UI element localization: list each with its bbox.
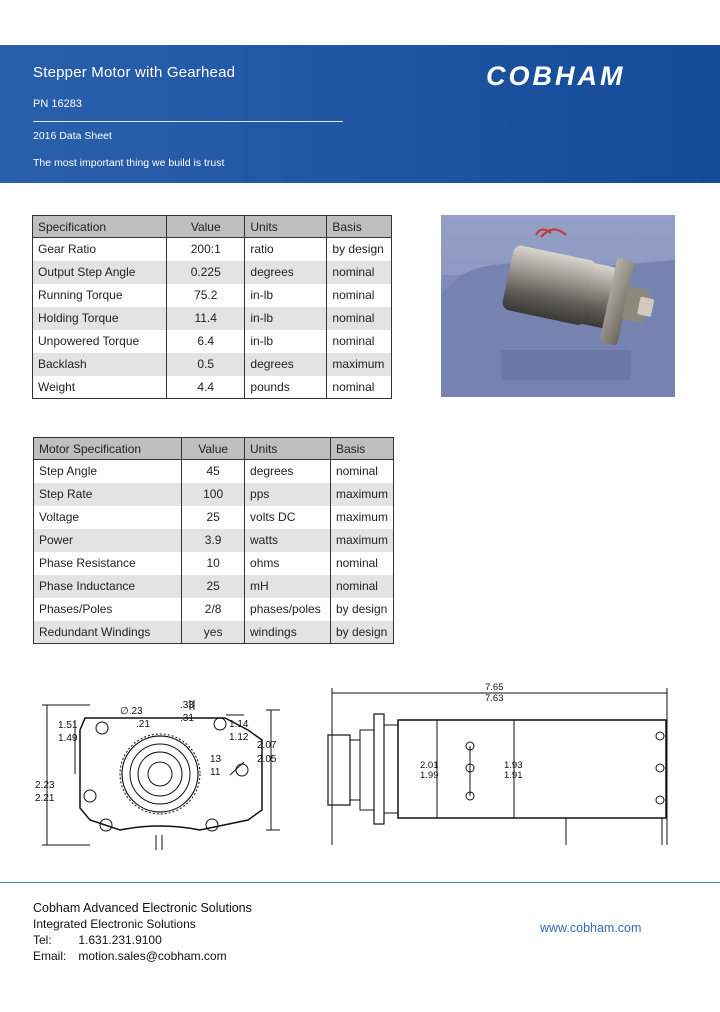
table-row [33, 307, 392, 330]
dim-label: 1.49 [58, 733, 78, 744]
table-row [34, 575, 394, 598]
header-divider [33, 121, 343, 122]
spec-basis: nominal [327, 307, 392, 330]
spec-basis: nominal [327, 261, 392, 284]
spec-basis: nominal [330, 575, 393, 598]
spec-name: Power [34, 529, 182, 552]
spec-units: watts [245, 529, 331, 552]
column-header: Value [167, 216, 245, 238]
spec-basis: nominal [327, 284, 392, 307]
spec-name: Step Angle [34, 460, 182, 483]
column-header: Units [245, 438, 331, 460]
tagline: The most important thing we build is trust [33, 157, 225, 169]
motor-specification-table [33, 437, 394, 644]
spec-name: Step Rate [34, 483, 182, 506]
table-row [34, 621, 394, 644]
dim-label: .21 [136, 719, 150, 730]
table-row [33, 238, 392, 261]
spec-value: 0.5 [167, 353, 245, 376]
dim-label: 1.93 [504, 760, 523, 771]
spec-name: Backlash [33, 353, 167, 376]
spec-units: phases/poles [245, 598, 331, 621]
spec-units: volts DC [245, 506, 331, 529]
table-row [34, 529, 394, 552]
dimension-drawings [30, 680, 690, 860]
spec-value: 11.4 [167, 307, 245, 330]
table-row [33, 284, 392, 307]
specification-table [32, 215, 392, 399]
dim-label: 2.21 [35, 793, 55, 804]
table-row [33, 376, 392, 399]
email-address[interactable]: motion.sales@cobham.com [78, 949, 227, 963]
spec-value: 25 [182, 575, 245, 598]
side-view-drawing [328, 688, 667, 845]
dim-label: .31 [180, 713, 194, 724]
part-number: PN 16283 [33, 98, 82, 110]
spec-units: degrees [245, 460, 331, 483]
spec-units: windings [245, 621, 331, 644]
spec-value: 3.9 [182, 529, 245, 552]
table-row [34, 598, 394, 621]
spec-units: degrees [245, 261, 327, 284]
dim-label: 7.63 [485, 693, 504, 704]
spec-basis: maximum [330, 483, 393, 506]
document-title: Stepper Motor with Gearhead [33, 64, 236, 81]
spec-basis: nominal [327, 330, 392, 353]
product-photo [441, 215, 675, 397]
website-link[interactable]: www.cobham.com [540, 921, 642, 935]
table-header-row [34, 438, 394, 460]
spec-name: Voltage [34, 506, 182, 529]
email-label: Email: [33, 949, 67, 963]
spec-name: Phase Resistance [34, 552, 182, 575]
spec-basis: by design [327, 238, 392, 261]
table-row [34, 552, 394, 575]
spec-units: in-lb [245, 330, 327, 353]
data-sheet-year: 2016 Data Sheet [33, 130, 112, 142]
division-name: Integrated Electronic Solutions [33, 917, 196, 931]
column-header: Motor Specification [34, 438, 182, 460]
spec-units: ohms [245, 552, 331, 575]
spec-basis: nominal [330, 460, 393, 483]
dim-label: 2.07 [257, 740, 277, 751]
dim-label: 1.51 [58, 720, 78, 731]
spec-name: Output Step Angle [33, 261, 167, 284]
spec-value: 100 [182, 483, 245, 506]
spec-basis: maximum [330, 529, 393, 552]
table-row [34, 506, 394, 529]
dim-label: 2.05 [257, 754, 277, 765]
dim-label: 1.14 [229, 719, 249, 730]
spec-basis: by design [330, 621, 393, 644]
column-header: Specification [33, 216, 167, 238]
footer-contact [33, 900, 642, 964]
spec-name: Unpowered Torque [33, 330, 167, 353]
spec-basis: maximum [327, 353, 392, 376]
dim-label: .33 [180, 700, 194, 711]
spec-units: pounds [245, 376, 327, 399]
dim-label: 11 [210, 767, 221, 778]
spec-value: 200:1 [167, 238, 245, 261]
spec-name: Phase Inductance [34, 575, 182, 598]
spec-units: in-lb [245, 307, 327, 330]
dim-label: 2.23 [35, 780, 55, 791]
spec-value: 45 [182, 460, 245, 483]
spec-value: 2/8 [182, 598, 245, 621]
spec-value: 4.4 [167, 376, 245, 399]
spec-name: Running Torque [33, 284, 167, 307]
spec-value: 25 [182, 506, 245, 529]
column-header: Basis [330, 438, 393, 460]
table-row [33, 330, 392, 353]
spec-basis: by design [330, 598, 393, 621]
table-row [33, 261, 392, 284]
spec-basis: maximum [330, 506, 393, 529]
spec-basis: nominal [327, 376, 392, 399]
spec-basis: nominal [330, 552, 393, 575]
dim-label: 13 [210, 754, 222, 765]
tel-number: 1.631.231.9100 [78, 933, 162, 947]
dim-label: 2.01 [420, 760, 439, 771]
spec-value: 10 [182, 552, 245, 575]
spec-value: yes [182, 621, 245, 644]
spec-units: in-lb [245, 284, 327, 307]
email-line [33, 948, 252, 964]
table-row [34, 460, 394, 483]
cobham-logo: COBHAM [486, 61, 626, 91]
dim-label: 1.99 [420, 770, 439, 781]
footer-divider [0, 882, 720, 883]
spec-units: degrees [245, 353, 327, 376]
table-header-row [33, 216, 392, 238]
column-header: Value [182, 438, 245, 460]
spec-units: ratio [245, 238, 327, 261]
dim-label: 1.12 [229, 732, 249, 743]
dim-label: 7.65 [485, 682, 504, 693]
table-row [34, 483, 394, 506]
spec-value: 6.4 [167, 330, 245, 353]
spec-name: Redundant Windings [34, 621, 182, 644]
spec-name: Weight [33, 376, 167, 399]
tel-label: Tel: [33, 933, 52, 947]
dim-label: 1.91 [504, 770, 523, 781]
spec-name: Phases/Poles [34, 598, 182, 621]
spec-name: Gear Ratio [33, 238, 167, 261]
spec-value: 0.225 [167, 261, 245, 284]
telephone-line [33, 932, 252, 948]
stepper-motor-image [441, 215, 675, 397]
column-header: Basis [327, 216, 392, 238]
dim-label: ∅.23 [120, 706, 143, 717]
column-header: Units [245, 216, 327, 238]
header-banner [0, 45, 720, 183]
company-name: Cobham Advanced Electronic Solutions [33, 901, 252, 915]
table-row [33, 353, 392, 376]
spec-value: 75.2 [167, 284, 245, 307]
spec-units: pps [245, 483, 331, 506]
spec-name: Holding Torque [33, 307, 167, 330]
spec-units: mH [245, 575, 331, 598]
